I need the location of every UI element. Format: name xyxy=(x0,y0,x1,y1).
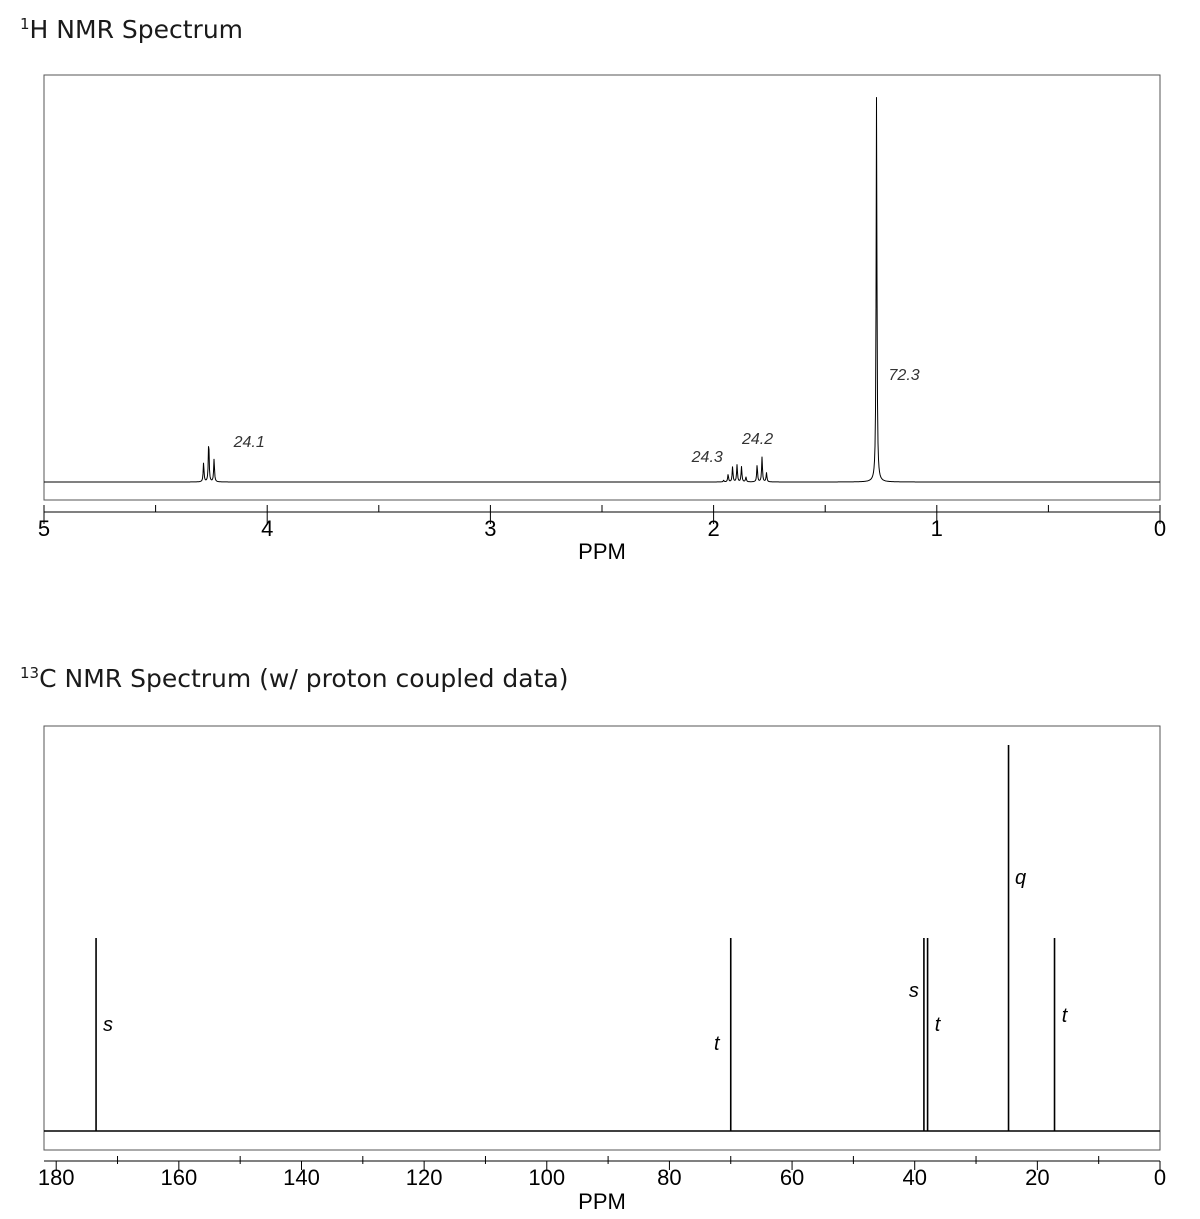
h-title-superscript: 1 xyxy=(20,15,30,33)
h-tick-label: 3 xyxy=(484,516,497,541)
c-title-text: C NMR Spectrum (w/ proton coupled data) xyxy=(39,664,569,693)
c-multiplicity-label: t xyxy=(1061,1005,1068,1027)
h-peak-label: 24.1 xyxy=(233,434,265,451)
h-peak-label: 72.3 xyxy=(888,367,920,384)
c-tick-label: 60 xyxy=(779,1165,805,1190)
c-tick-label: 40 xyxy=(902,1165,927,1190)
c-multiplicity-label: t xyxy=(713,1033,720,1055)
c-tick-label: 140 xyxy=(283,1165,320,1190)
h-x-axis-label: PPM xyxy=(578,539,626,564)
c-multiplicity-label: t xyxy=(934,1014,941,1036)
c-x-axis-label: PPM xyxy=(578,1189,626,1214)
c-plot-frame xyxy=(44,726,1160,1150)
h-title-text: H NMR Spectrum xyxy=(29,15,244,44)
c-tick-label: 160 xyxy=(160,1165,198,1190)
c-title-superscript: 13 xyxy=(20,664,40,682)
h-tick-label: 2 xyxy=(707,516,720,541)
c-tick-label: 80 xyxy=(657,1165,682,1190)
c-multiplicity-label: q xyxy=(1014,867,1027,889)
c-tick-label: 100 xyxy=(528,1165,566,1190)
c-tick-label: 0 xyxy=(1153,1165,1167,1190)
c-tick-label: 20 xyxy=(1025,1165,1050,1190)
h-tick-label: 0 xyxy=(1153,516,1167,541)
h-tick-label: 1 xyxy=(930,516,943,541)
h-tick-label: 5 xyxy=(37,516,51,541)
c-multiplicity-label: s xyxy=(103,1014,114,1036)
c-multiplicity-label: s xyxy=(908,980,919,1002)
h-peak-label: 24.2 xyxy=(742,431,774,448)
h-peak-label: 24.3 xyxy=(691,449,723,466)
h-tick-label: 4 xyxy=(261,516,274,541)
c-tick-label: 180 xyxy=(37,1165,75,1190)
c-tick-label: 120 xyxy=(405,1165,443,1190)
